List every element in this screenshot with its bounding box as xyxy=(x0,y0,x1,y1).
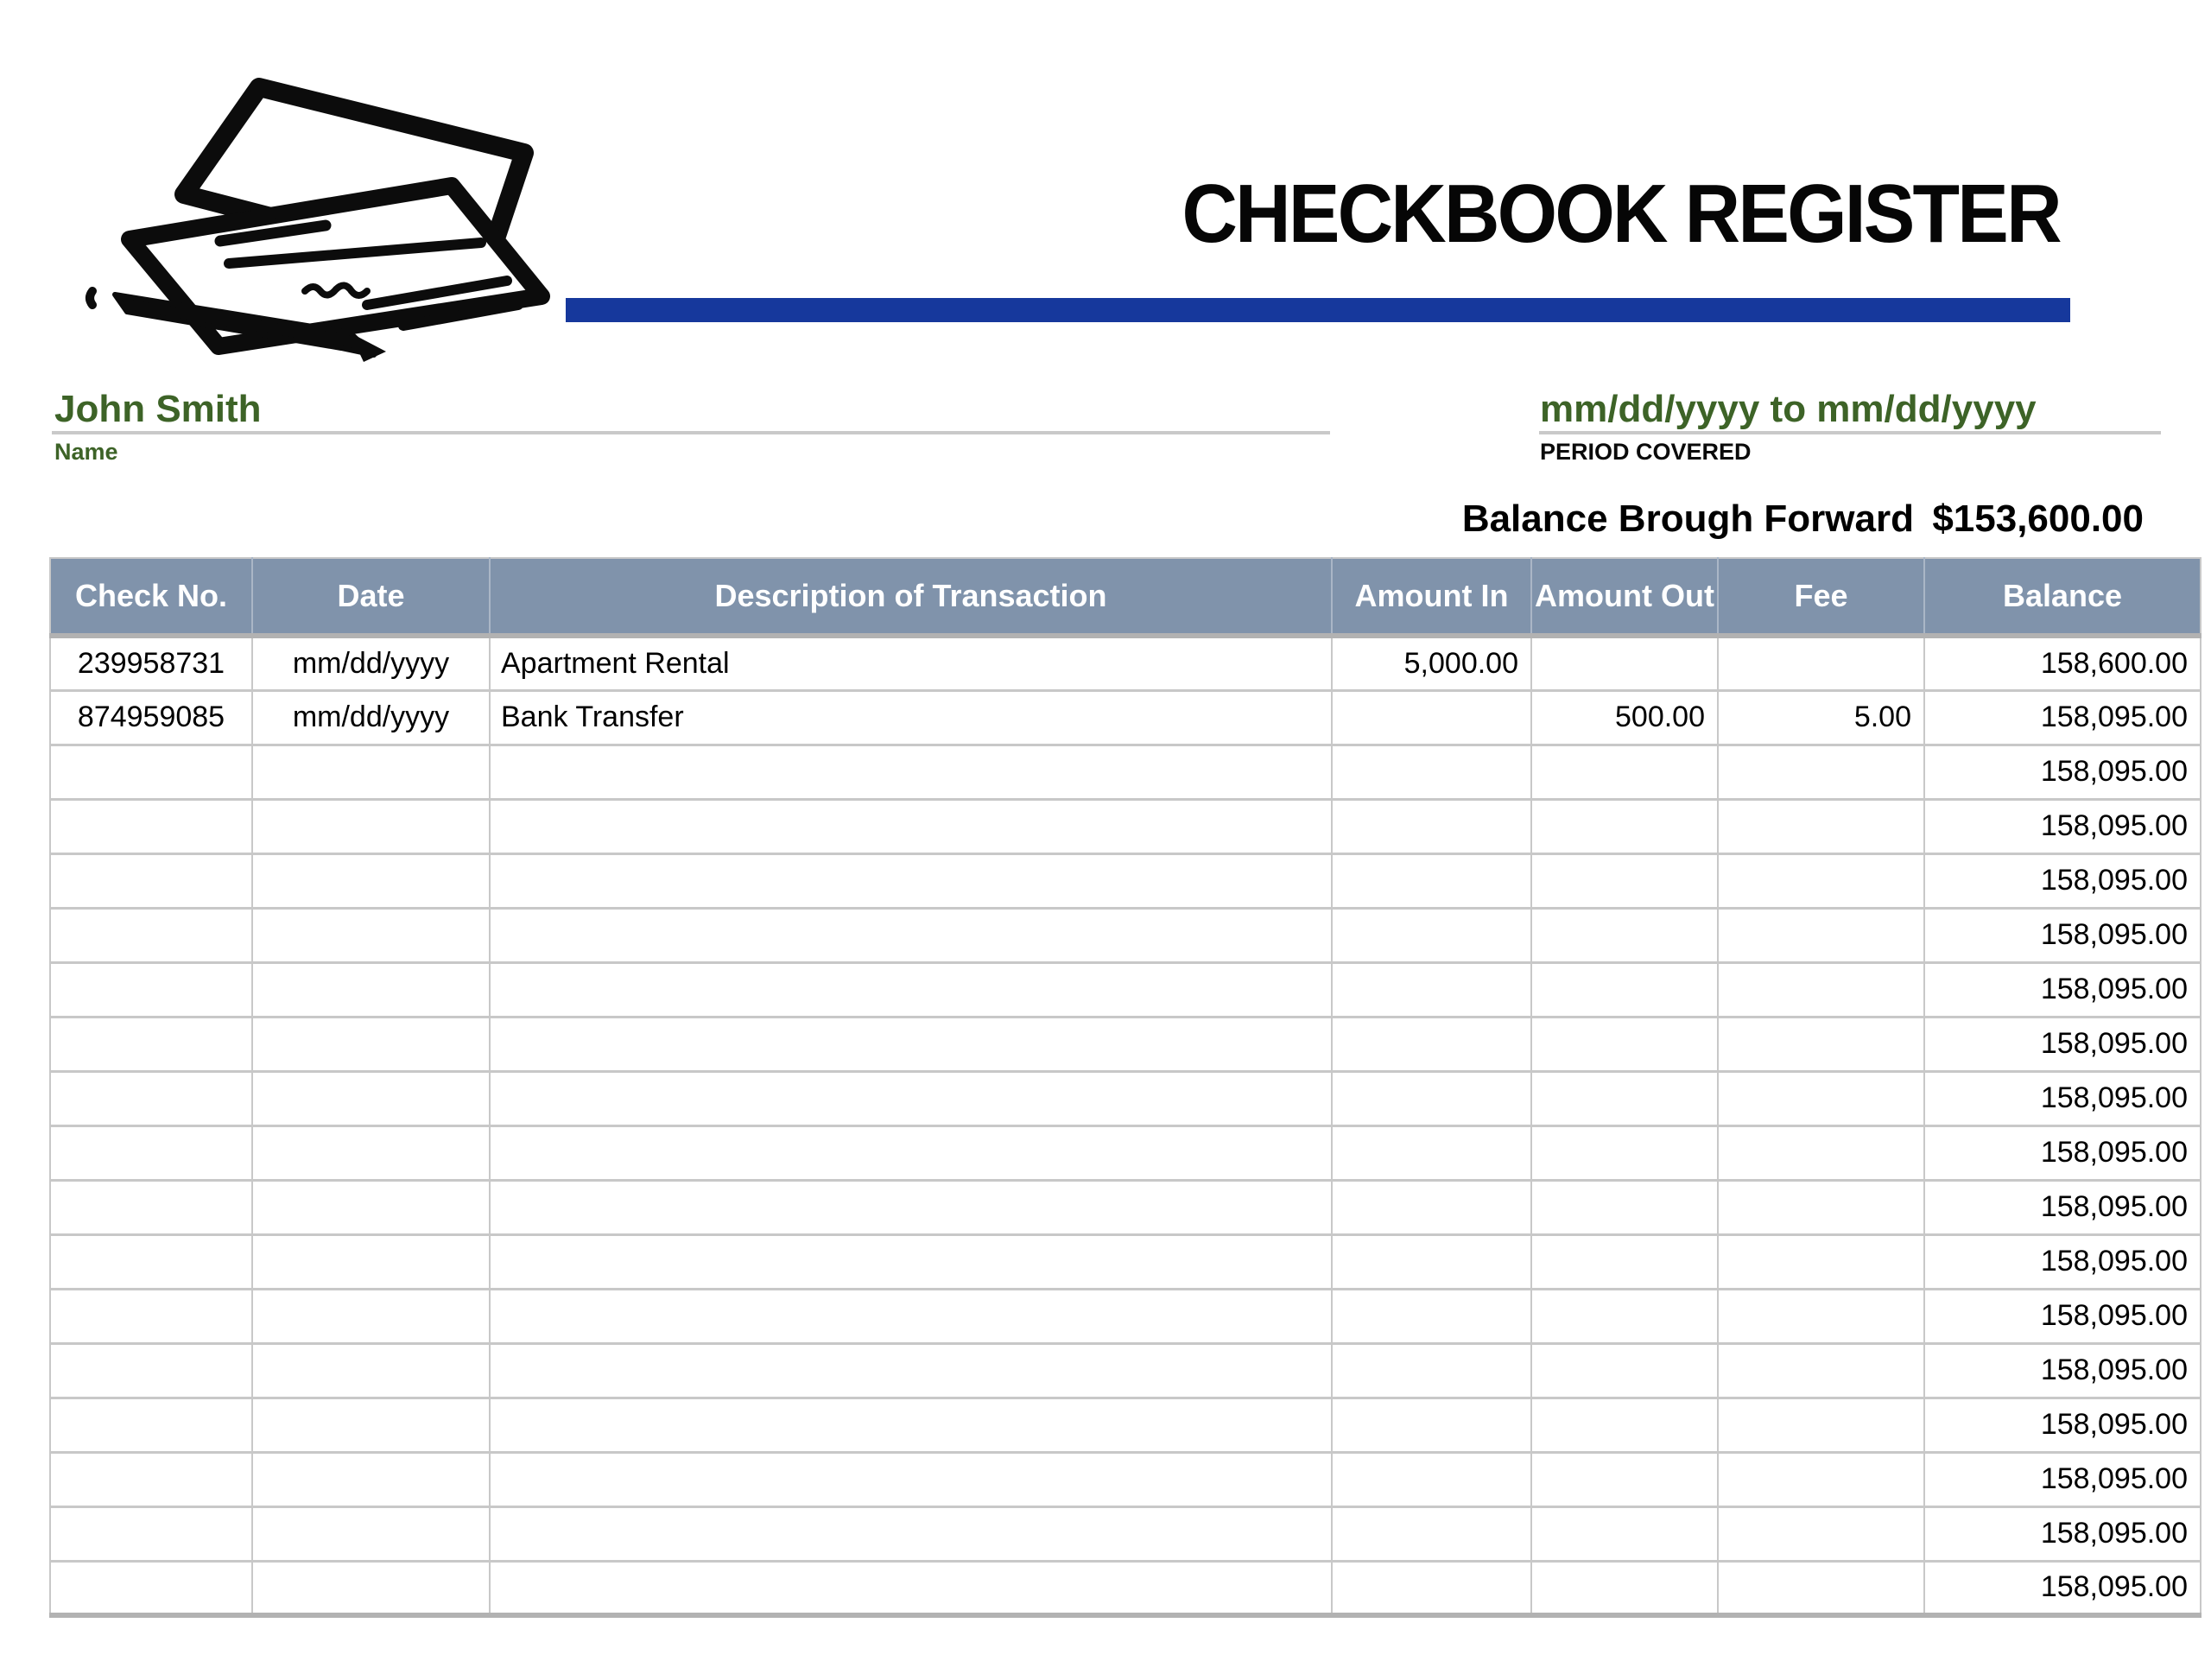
cell-amount-out[interactable] xyxy=(1531,1071,1718,1125)
cell-check-no[interactable] xyxy=(50,1506,252,1561)
cell-amount-in[interactable] xyxy=(1332,745,1531,799)
register-row xyxy=(50,636,2201,690)
cell-amount-out[interactable] xyxy=(1531,853,1718,908)
cell-date[interactable] xyxy=(252,1180,490,1234)
cell-amount-in[interactable] xyxy=(1332,799,1531,853)
cell-description[interactable]: Apartment Rental xyxy=(490,636,1332,690)
cell-check-no[interactable] xyxy=(50,1289,252,1343)
cell-amount-in[interactable] xyxy=(1332,1234,1531,1289)
cell-fee[interactable] xyxy=(1718,745,1924,799)
cell-date[interactable] xyxy=(252,1234,490,1289)
cell-check-no[interactable] xyxy=(50,1125,252,1180)
cell-fee[interactable] xyxy=(1718,853,1924,908)
cell-amount-out[interactable] xyxy=(1531,908,1718,962)
name-field[interactable]: John Smith xyxy=(54,388,262,430)
cell-amount-out[interactable] xyxy=(1531,1343,1718,1398)
register-table-body xyxy=(50,636,2201,1615)
register-row xyxy=(50,1343,2201,1398)
cell-date[interactable] xyxy=(252,1125,490,1180)
cell-date[interactable] xyxy=(252,1289,490,1343)
cell-description[interactable] xyxy=(490,1452,1332,1506)
cell-amount-in[interactable] xyxy=(1332,1398,1531,1452)
cell-amount-in[interactable] xyxy=(1332,1452,1531,1506)
cell-description[interactable] xyxy=(490,1071,1332,1125)
cell-fee[interactable] xyxy=(1718,962,1924,1017)
cell-description[interactable] xyxy=(490,853,1332,908)
cell-description[interactable] xyxy=(490,1234,1332,1289)
cell-amount-out[interactable] xyxy=(1531,1561,1718,1615)
cell-balance: 158,600.00 xyxy=(1924,636,2201,690)
cell-date[interactable] xyxy=(252,1017,490,1071)
register-header-row xyxy=(50,558,2201,636)
cell-amount-out[interactable]: 500.00 xyxy=(1531,690,1718,745)
cell-date[interactable] xyxy=(252,1452,490,1506)
cell-check-no[interactable] xyxy=(50,1343,252,1398)
cell-balance: 158,095.00 xyxy=(1924,1180,2201,1234)
cell-fee[interactable] xyxy=(1718,1289,1924,1343)
cell-fee[interactable] xyxy=(1718,1343,1924,1398)
register-row xyxy=(50,1561,2201,1615)
cell-balance: 158,095.00 xyxy=(1924,690,2201,745)
cell-amount-in[interactable] xyxy=(1332,1017,1531,1071)
cell-amount-out[interactable] xyxy=(1531,962,1718,1017)
cell-check-no[interactable]: 239958731 xyxy=(50,636,252,690)
cell-amount-in[interactable] xyxy=(1332,908,1531,962)
page-title: CHECKBOOK REGISTER xyxy=(1182,168,2060,260)
cell-amount-in[interactable] xyxy=(1332,853,1531,908)
register-row xyxy=(50,1071,2201,1125)
cell-date[interactable] xyxy=(252,962,490,1017)
cell-date[interactable] xyxy=(252,745,490,799)
cell-check-no[interactable] xyxy=(50,1071,252,1125)
checkbook-clipart-image xyxy=(82,73,566,363)
cell-check-no[interactable] xyxy=(50,962,252,1017)
cell-fee[interactable] xyxy=(1718,1234,1924,1289)
register-row xyxy=(50,1125,2201,1180)
cell-check-no[interactable] xyxy=(50,1398,252,1452)
cell-balance: 158,095.00 xyxy=(1924,745,2201,799)
register-row xyxy=(50,799,2201,853)
cell-fee[interactable] xyxy=(1718,1398,1924,1452)
period-underline xyxy=(1539,431,2161,434)
cell-date[interactable] xyxy=(252,1398,490,1452)
cell-description[interactable] xyxy=(490,1017,1332,1071)
cell-amount-in[interactable] xyxy=(1332,1343,1531,1398)
cell-balance: 158,095.00 xyxy=(1924,1289,2201,1343)
cell-date[interactable] xyxy=(252,853,490,908)
cell-amount-out[interactable] xyxy=(1531,799,1718,853)
cell-amount-in[interactable]: 5,000.00 xyxy=(1332,636,1531,690)
cell-check-no[interactable] xyxy=(50,745,252,799)
cell-check-no[interactable] xyxy=(50,1234,252,1289)
cell-description[interactable] xyxy=(490,1398,1332,1452)
cell-check-no[interactable]: 874959085 xyxy=(50,690,252,745)
cell-amount-in[interactable] xyxy=(1332,1125,1531,1180)
cell-fee[interactable]: 5.00 xyxy=(1718,690,1924,745)
register-row xyxy=(50,1017,2201,1071)
checkbook-and-pen-icon xyxy=(82,73,566,363)
cell-balance: 158,095.00 xyxy=(1924,1452,2201,1506)
column-header-amount-in: Amount In xyxy=(1332,558,1531,636)
cell-amount-out[interactable] xyxy=(1531,1398,1718,1452)
cell-amount-out[interactable] xyxy=(1531,1125,1718,1180)
cell-balance: 158,095.00 xyxy=(1924,853,2201,908)
cell-fee[interactable] xyxy=(1718,908,1924,962)
cell-date[interactable] xyxy=(252,1506,490,1561)
cell-amount-out[interactable] xyxy=(1531,745,1718,799)
cell-fee[interactable] xyxy=(1718,636,1924,690)
cell-check-no[interactable] xyxy=(50,1561,252,1615)
cell-balance: 158,095.00 xyxy=(1924,1071,2201,1125)
column-header-fee: Fee xyxy=(1718,558,1924,636)
cell-date[interactable] xyxy=(252,908,490,962)
cell-date[interactable] xyxy=(252,1561,490,1615)
cell-amount-in[interactable] xyxy=(1332,1071,1531,1125)
cell-balance: 158,095.00 xyxy=(1924,1017,2201,1071)
column-header-description: Description of Transaction xyxy=(490,558,1332,636)
register-row xyxy=(50,690,2201,745)
column-header-amount-out: Amount Out xyxy=(1531,558,1718,636)
register-row xyxy=(50,1398,2201,1452)
column-header-balance: Balance xyxy=(1924,558,2201,636)
balance-forward-label: Balance Brough Forward xyxy=(1461,498,1914,540)
cell-balance: 158,095.00 xyxy=(1924,1561,2201,1615)
cell-amount-out[interactable] xyxy=(1531,1452,1718,1506)
cell-amount-out[interactable] xyxy=(1531,1289,1718,1343)
register-row xyxy=(50,1506,2201,1561)
cell-date[interactable] xyxy=(252,799,490,853)
cell-description[interactable] xyxy=(490,1506,1332,1561)
register-row xyxy=(50,962,2201,1017)
cell-amount-out[interactable] xyxy=(1531,1234,1718,1289)
cell-date[interactable]: mm/dd/yyyy xyxy=(252,690,490,745)
register-row xyxy=(50,1180,2201,1234)
column-header-date: Date xyxy=(252,558,490,636)
balance-forward-value: $153,600.00 xyxy=(1932,498,2144,540)
cell-balance: 158,095.00 xyxy=(1924,1125,2201,1180)
cell-fee[interactable] xyxy=(1718,1071,1924,1125)
register-row xyxy=(50,908,2201,962)
cell-description[interactable] xyxy=(490,799,1332,853)
cell-balance: 158,095.00 xyxy=(1924,799,2201,853)
cell-balance: 158,095.00 xyxy=(1924,908,2201,962)
cell-amount-out[interactable] xyxy=(1531,636,1718,690)
cell-fee[interactable] xyxy=(1718,1125,1924,1180)
cell-description[interactable] xyxy=(490,962,1332,1017)
cell-fee[interactable] xyxy=(1718,799,1924,853)
cell-check-no[interactable] xyxy=(50,1180,252,1234)
cell-balance: 158,095.00 xyxy=(1924,1343,2201,1398)
cell-amount-in[interactable] xyxy=(1332,1289,1531,1343)
cell-amount-in[interactable] xyxy=(1332,1561,1531,1615)
name-underline xyxy=(52,431,1330,434)
cell-description[interactable]: Bank Transfer xyxy=(490,690,1332,745)
cell-amount-in[interactable] xyxy=(1332,690,1531,745)
cell-description[interactable] xyxy=(490,745,1332,799)
cell-amount-in[interactable] xyxy=(1332,962,1531,1017)
cell-fee[interactable] xyxy=(1718,1180,1924,1234)
cell-fee[interactable] xyxy=(1718,1506,1924,1561)
register-row xyxy=(50,745,2201,799)
register-row xyxy=(50,1234,2201,1289)
cell-description[interactable] xyxy=(490,908,1332,962)
cell-amount-in[interactable] xyxy=(1332,1180,1531,1234)
title-accent-bar xyxy=(566,298,2070,322)
period-label: PERIOD COVERED xyxy=(1540,439,1752,465)
cell-fee[interactable] xyxy=(1718,1017,1924,1071)
cell-description[interactable] xyxy=(490,1289,1332,1343)
cell-balance: 158,095.00 xyxy=(1924,962,2201,1017)
name-label: Name xyxy=(54,439,118,465)
cell-amount-in[interactable] xyxy=(1332,1506,1531,1561)
cell-amount-out[interactable] xyxy=(1531,1017,1718,1071)
cell-check-no[interactable] xyxy=(50,799,252,853)
cell-date[interactable]: mm/dd/yyyy xyxy=(252,636,490,690)
cell-check-no[interactable] xyxy=(50,1452,252,1506)
cell-description[interactable] xyxy=(490,1561,1332,1615)
cell-balance: 158,095.00 xyxy=(1924,1234,2201,1289)
cell-check-no[interactable] xyxy=(50,853,252,908)
cell-balance: 158,095.00 xyxy=(1924,1506,2201,1561)
register-table xyxy=(49,557,2201,1618)
cell-balance: 158,095.00 xyxy=(1924,1398,2201,1452)
cell-fee[interactable] xyxy=(1718,1452,1924,1506)
register-row xyxy=(50,1289,2201,1343)
cell-date[interactable] xyxy=(252,1071,490,1125)
cell-amount-out[interactable] xyxy=(1531,1506,1718,1561)
column-header-check-no: Check No. xyxy=(50,558,252,636)
cell-check-no[interactable] xyxy=(50,1017,252,1071)
period-field[interactable]: mm/dd/yyyy to mm/dd/yyyy xyxy=(1540,388,2037,430)
cell-check-no[interactable] xyxy=(50,908,252,962)
register-row xyxy=(50,1452,2201,1506)
register-row xyxy=(50,853,2201,908)
cell-amount-out[interactable] xyxy=(1531,1180,1718,1234)
cell-description[interactable] xyxy=(490,1343,1332,1398)
cell-description[interactable] xyxy=(490,1125,1332,1180)
cell-fee[interactable] xyxy=(1718,1561,1924,1615)
cell-date[interactable] xyxy=(252,1343,490,1398)
cell-description[interactable] xyxy=(490,1180,1332,1234)
